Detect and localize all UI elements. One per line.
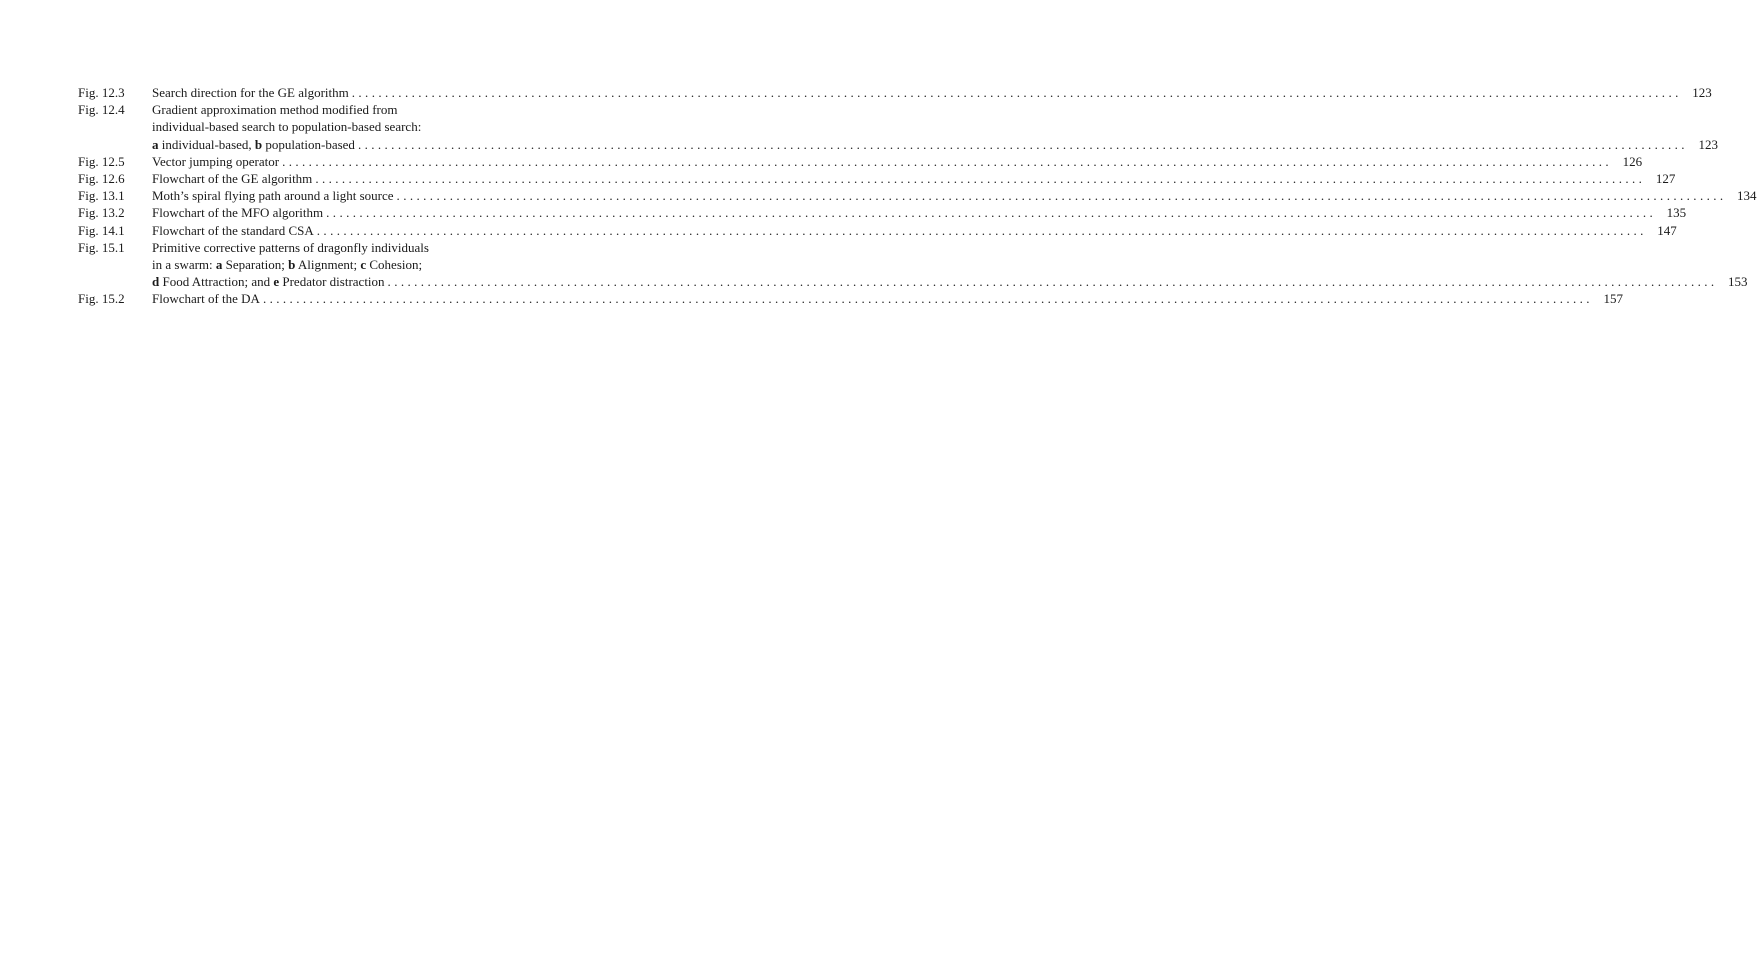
- caption-last-line: [152, 222, 1677, 239]
- figure-entry: [78, 239, 1748, 291]
- figure-entry: [78, 222, 1677, 239]
- caption-text: individual-based,: [158, 136, 255, 152]
- figure-entry: [78, 153, 1643, 170]
- figure-entry: [78, 204, 1687, 221]
- figure-caption: [152, 101, 1718, 153]
- caption-text: Moth’s spiral flying path around a light source: [152, 188, 394, 204]
- caption-text: population-based: [262, 136, 355, 152]
- caption-panel-letter: a: [152, 136, 159, 152]
- figure-number: Fig. 15.1: [78, 239, 125, 255]
- figure-number: Fig. 15.2: [78, 291, 125, 307]
- caption-last-line: [152, 273, 1748, 290]
- caption-panel-letter: e: [273, 274, 280, 290]
- figure-number: Fig. 13.2: [78, 205, 125, 221]
- dot-leader: ........................................................................................................................................................................................................: [262, 291, 1593, 307]
- caption-text: individual-based search to population-based search:: [152, 119, 422, 135]
- caption-last-line: [152, 84, 1712, 101]
- figure-caption: [152, 239, 1748, 291]
- figure-entry: [78, 101, 1718, 153]
- caption-last-line: [152, 136, 1718, 153]
- figure-entry: [78, 170, 1676, 187]
- figure-caption: [152, 204, 1687, 221]
- dot-leader: ........................................................................................................................................................................................................: [282, 153, 1613, 169]
- caption-line: [152, 101, 564, 118]
- page-number: 134: [1737, 188, 1757, 204]
- page-number: 135: [1666, 205, 1687, 221]
- figure-caption: [152, 170, 1676, 187]
- page-number: 123: [1692, 85, 1712, 100]
- caption-text: Flowchart of the standard CSA: [152, 222, 314, 238]
- figure-number: Fig. 12.5: [78, 153, 125, 169]
- figure-caption: [152, 187, 1757, 204]
- caption-text: Food Attraction; and: [159, 274, 274, 290]
- caption-text: Cohesion;: [366, 257, 423, 273]
- caption-line: [152, 118, 564, 135]
- page-number: 127: [1655, 171, 1676, 187]
- figure-number: Fig. 13.1: [78, 188, 125, 204]
- figure-entry: [78, 84, 1712, 101]
- list-of-figures: [78, 84, 1757, 308]
- dot-leader: ........................................................................................................................................................................................................: [396, 188, 1727, 204]
- page-number: 126: [1622, 153, 1643, 169]
- caption-text: Flowchart of the MFO algorithm: [152, 205, 324, 221]
- dot-leader: ........................................................................................................................................................................................................: [387, 274, 1718, 290]
- dot-leader: ........................................................................................................................................................................................................: [326, 205, 1657, 221]
- caption-text: Search direction for the GE algorithm: [152, 85, 349, 100]
- figure-caption: [152, 290, 1623, 307]
- dot-leader: ........................................................................................................................................................................................................: [316, 222, 1647, 238]
- caption-panel-letter: d: [152, 274, 160, 290]
- figure-caption: [152, 84, 1712, 101]
- figure-entry: [78, 290, 1623, 307]
- dot-leader: ........................................................................................................................................................................................................: [351, 85, 1682, 100]
- caption-last-line: [152, 187, 1757, 204]
- caption-text: Flowchart of the DA: [152, 291, 260, 307]
- caption-panel-letter: b: [288, 257, 296, 273]
- dot-leader: ........................................................................................................................................................................................................: [315, 171, 1646, 187]
- figure-caption: [152, 153, 1643, 170]
- caption-text: in a swarm:: [152, 257, 216, 273]
- page-number: 123: [1698, 136, 1718, 152]
- caption-panel-letter: b: [254, 136, 263, 152]
- page-number: 157: [1603, 291, 1623, 307]
- caption-line: [152, 256, 564, 273]
- figure-entry: [78, 187, 1757, 204]
- caption-text: Primitive corrective patterns of dragonfly individuals: [152, 239, 429, 255]
- caption-last-line: [152, 290, 1623, 307]
- figure-number: Fig. 12.3: [78, 85, 125, 100]
- caption-panel-letter: a: [215, 257, 223, 273]
- caption-text: Predator distraction: [279, 274, 385, 290]
- caption-line: [152, 239, 564, 256]
- caption-last-line: [152, 204, 1687, 221]
- dot-leader: ........................................................................................................................................................................................................: [357, 136, 1688, 152]
- caption-last-line: [152, 153, 1643, 170]
- page-number: 153: [1728, 274, 1748, 290]
- caption-text: Alignment;: [295, 257, 361, 273]
- figure-caption: [152, 222, 1677, 239]
- figure-number: Fig. 12.4: [78, 102, 125, 118]
- caption-text: Vector jumping operator: [152, 153, 280, 169]
- page-number: 147: [1657, 222, 1677, 238]
- caption-text: Gradient approximation method modified from: [152, 102, 398, 118]
- caption-last-line: [152, 170, 1676, 187]
- caption-text: Separation;: [222, 257, 289, 273]
- figure-number: Fig. 12.6: [78, 171, 125, 187]
- caption-panel-letter: c: [360, 257, 367, 273]
- caption-text: Flowchart of the GE algorithm: [152, 171, 313, 187]
- figure-number: Fig. 14.1: [78, 222, 125, 238]
